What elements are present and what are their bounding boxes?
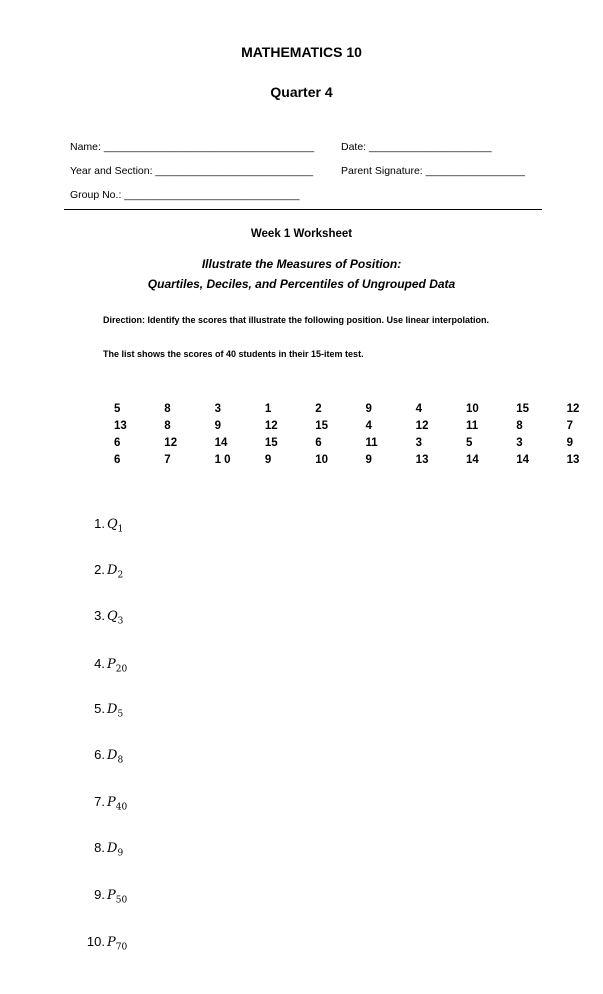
item-subscript: 1 [117, 524, 124, 535]
name-field: Name: ____________________________________ [70, 141, 315, 153]
scores-table [102, 400, 603, 468]
list-item [83, 794, 127, 813]
week-heading: Week 1 Worksheet [250, 228, 353, 240]
item-symbol: P [107, 795, 116, 810]
item-number: 3. [94, 608, 105, 623]
list-item [83, 840, 123, 859]
score-cell: 15 [264, 436, 278, 449]
score-cell: 6 [315, 436, 322, 449]
item-number: 2. [94, 562, 105, 577]
list-item [83, 747, 123, 766]
item-number: 1. [94, 516, 105, 531]
item-symbol: P [107, 935, 116, 950]
score-cell: 8 [164, 402, 171, 415]
item-subscript: 50 [115, 895, 128, 906]
item-subscript: 20 [115, 664, 128, 675]
score-cell: 4 [415, 402, 423, 415]
list-item [83, 562, 123, 581]
direction-text: Direction: Identify the scores that illustrate the following position. Use linear interpolation. [103, 315, 490, 325]
table-row [102, 417, 603, 434]
year-section-field: Year and Section: ___________________________ [70, 165, 314, 177]
score-cell: 14 [516, 453, 530, 466]
list-item [83, 608, 123, 627]
score-cell: 1 [264, 402, 272, 415]
date-field: Date: _____________________ [341, 141, 492, 153]
item-symbol: Q [107, 517, 118, 532]
item-symbol: D [107, 841, 118, 856]
score-cell: 15 [516, 402, 530, 415]
score-cell: 8 [164, 419, 171, 432]
score-cell: 9 [566, 436, 573, 449]
item-number: 8. [94, 840, 105, 855]
score-cell: 12 [264, 419, 278, 432]
score-cell: 5 [465, 436, 473, 449]
group-no-field: Group No.: ______________________________ [70, 189, 300, 201]
score-cell: 6 [114, 436, 121, 449]
score-cell: 14 [465, 453, 479, 466]
score-cell: 12 [415, 419, 429, 432]
item-number: 6. [94, 747, 105, 762]
parent-signature-field: Parent Signature: _________________ [341, 165, 525, 177]
item-symbol: D [107, 702, 118, 717]
quarter-label: Quarter 4 [270, 84, 333, 100]
page-title: MATHEMATICS 10 [241, 44, 362, 60]
item-subscript: 5 [117, 709, 124, 720]
list-item [83, 887, 127, 906]
score-cell: 11 [465, 419, 479, 432]
item-symbol: D [107, 563, 118, 578]
score-cell: 13 [415, 453, 429, 466]
item-number: 4. [94, 656, 105, 671]
list-intro-text: The list shows the scores of 40 students in their 15-item test. [103, 349, 364, 359]
item-subscript: 70 [115, 942, 128, 953]
score-cell: 13 [114, 419, 127, 432]
score-cell: 7 [164, 453, 171, 466]
score-cell: 12 [566, 402, 580, 415]
score-cell: 9 [365, 453, 372, 466]
table-row [102, 434, 603, 451]
score-cell: 8 [516, 419, 523, 432]
item-number: 9. [94, 887, 105, 902]
item-subscript: 9 [117, 848, 124, 859]
item-number: 5. [94, 701, 105, 716]
score-cell: 1 0 [214, 453, 231, 466]
item-subscript: 2 [117, 570, 124, 581]
score-cell: 10 [315, 453, 328, 466]
score-cell: 3 [214, 402, 221, 415]
score-cell: 7 [566, 419, 573, 432]
score-cell: 14 [214, 436, 228, 449]
item-symbol: P [107, 888, 116, 903]
item-symbol: P [107, 657, 116, 672]
score-cell: 9 [214, 419, 221, 432]
item-number: 10. [86, 934, 105, 949]
divider-line [64, 209, 542, 210]
item-subscript: 8 [117, 755, 124, 766]
score-cell: 3 [415, 436, 423, 449]
subtitle-line-1: Illustrate the Measures of Position: [201, 257, 402, 271]
score-cell: 9 [365, 402, 372, 415]
score-cell: 13 [566, 453, 580, 466]
score-cell: 3 [516, 436, 523, 449]
item-number: 7. [94, 794, 105, 809]
table-row [102, 451, 603, 468]
score-cell: 9 [264, 453, 272, 466]
item-symbol: D [107, 748, 118, 763]
table-row [102, 400, 603, 417]
list-item [83, 701, 123, 720]
item-subscript: 40 [115, 802, 128, 813]
list-item [83, 516, 123, 535]
subtitle-line-2: Quartiles, Deciles, and Percentiles of Ungrouped Data [147, 277, 456, 291]
list-item [83, 934, 127, 953]
score-cell: 6 [114, 453, 121, 466]
score-cell: 12 [164, 436, 178, 449]
score-cell: 4 [365, 419, 372, 432]
item-subscript: 3 [117, 616, 124, 627]
score-cell: 2 [315, 402, 322, 415]
score-cell: 5 [114, 402, 121, 415]
score-cell: 15 [315, 419, 328, 432]
score-cell: 11 [365, 436, 378, 449]
list-item [83, 656, 127, 675]
score-cell: 10 [465, 402, 479, 415]
item-symbol: Q [107, 609, 118, 624]
